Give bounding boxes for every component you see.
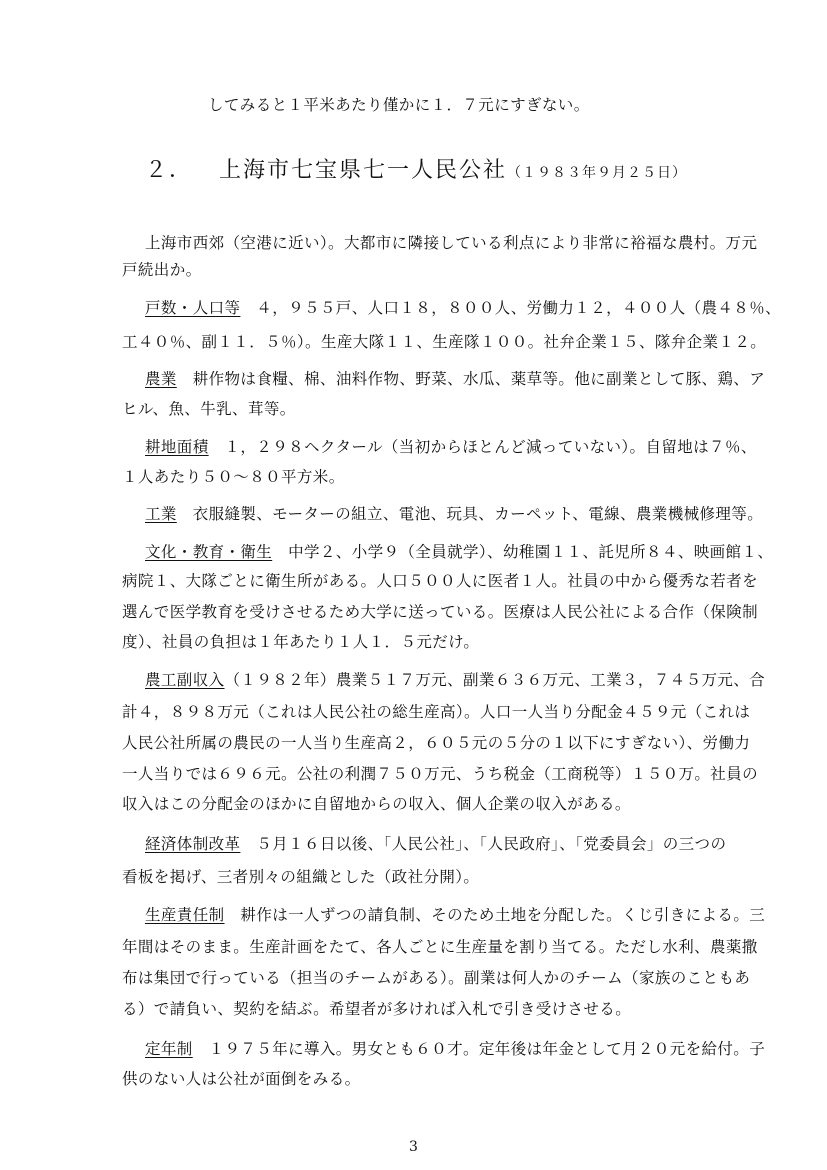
- body-line: [122, 466, 345, 488]
- line-text: 看板を掲げ、三者別々の組織とした（政社分開）。: [122, 868, 480, 886]
- line-text: 供のない人は公社が面倒をみる。: [122, 1070, 361, 1088]
- line-text: １，２９８ヘクタール（当初からほとんど減っていない）。自留地は７％、: [208, 438, 757, 456]
- line-text: 上海市西郊（空港に近い）。大都市に隣接している利点により非常に裕福な農村。万元: [145, 234, 758, 252]
- line-text: 選んで医学教育を受けさせるため大学に送っている。医療は人民公社による合作（保険制: [122, 603, 759, 621]
- body-line: [122, 763, 758, 785]
- body-line: [122, 866, 479, 888]
- body-line: [122, 570, 758, 592]
- body-line: [145, 503, 763, 525]
- section-date: （１９８３年９月２５日）: [507, 165, 688, 181]
- body-line: [145, 232, 757, 254]
- line-text: 耕作は一人ずつの請負制、そのため土地を分配した。くじ引きによる。三: [224, 906, 766, 924]
- body-line: [122, 967, 750, 989]
- line-text: 計４，８９８万元（これは人民公社の総生産高）。人口一人当り分配金４５９元（これは: [122, 703, 751, 721]
- line-text: 中学２、小学９（全員就学）、幼稚園１１、託児所８４、映画館１、: [272, 543, 774, 561]
- line-text: 年間はそのまま。生産計画をたて、各人ごとに生産量を割り当てる。ただし水利、農薬撒: [122, 938, 758, 956]
- line-text: １９７５年に導入。男女とも６０才。定年後は年金として月２０元を給付。子: [192, 1040, 766, 1058]
- section-number: ２．: [145, 158, 194, 183]
- body-line: [145, 297, 781, 319]
- topic-label: 農工副収入: [145, 671, 225, 689]
- section-heading: [145, 156, 687, 188]
- body-line: [122, 631, 479, 653]
- line-text: 収入はこの分配金のほかに自留地からの収入、個人企業の収入がある。: [122, 795, 631, 813]
- topic-label: 生産責任制: [145, 906, 225, 924]
- line-text: （１９８２年）農業５１７万元、副業６３６万元、工業３，７４５万元、合: [224, 671, 766, 689]
- topic-label: 経済体制改革: [145, 835, 241, 853]
- body-line: [145, 904, 765, 926]
- body-line: [145, 436, 757, 458]
- topic-label: 耕地面積: [145, 438, 209, 456]
- body-line: [122, 701, 750, 723]
- line-text: 布は集団で行っている（担当のチームがある）。副業は何人かのチーム（家族のこともあ: [122, 969, 751, 987]
- line-text: 病院１、大隊ごとに衛生所がある。人口５００人に医者１人。社員の中から優秀な若者を: [122, 572, 759, 590]
- body-line: [122, 601, 758, 623]
- page-number: 3: [409, 1139, 418, 1155]
- topic-label: 文化・教育・衛生: [145, 543, 273, 561]
- line-text: 一人当りでは６９６元。公社の利潤７５０万元、うち税金（工商税等）１５０万。社員の: [122, 765, 759, 783]
- line-text: 戸続出か。: [122, 261, 202, 279]
- topic-label: 戸数・人口等: [145, 299, 241, 317]
- section-title: 上海市七宝県七一人民公社: [219, 158, 508, 183]
- body-line: [122, 1068, 361, 1090]
- body-line: [122, 259, 202, 281]
- body-line: [145, 1038, 765, 1060]
- line-text: 衣服縫製、モーターの組立、電池、玩具、カーペット、電線、農業機械修理等。: [176, 505, 764, 523]
- line-text: ヒル、魚、牛乳、茸等。: [122, 400, 296, 418]
- line-text: 人民公社所属の農民の一人当り生産高２，６０５元の５分の１以下にすぎない）、労働力: [122, 734, 751, 752]
- topic-label: 定年制: [145, 1040, 193, 1058]
- line-text: 度）、社員の負担は１年あたり１人１．５元だけ。: [122, 633, 480, 651]
- body-line: [122, 936, 758, 958]
- line-text: １人あたり５０～８０平方米。: [122, 468, 345, 486]
- line-text: ５月１６日以後、「人民公社」、「人民政府」、「党委員会」の三つの: [240, 835, 727, 853]
- body-line: [122, 398, 296, 420]
- body-line: [145, 368, 765, 390]
- body-line: [122, 793, 631, 815]
- line-text: 耕作物は食糧、棉、油料作物、野菜、水瓜、薬草等。他に副業として豚、鶏、ア: [176, 370, 766, 388]
- body-line: [122, 732, 750, 754]
- topic-label: 工業: [145, 505, 177, 523]
- body-line: [122, 998, 631, 1020]
- body-line: [145, 669, 765, 691]
- body-line: [122, 331, 766, 353]
- line-text: る）で請負い、契約を結ぶ。希望者が多ければ入札で引き受けさせる。: [122, 1000, 632, 1018]
- line-text: ４，９５５戸、人口１８，８００人、労働力１２，４００人（農４８％、: [240, 299, 782, 317]
- body-line: [145, 833, 726, 855]
- line-text: 工４０％、副１１．５％）。生産大隊１１、生産隊１００。社弁企業１５、隊弁企業１２。: [122, 333, 767, 351]
- body-line: [145, 541, 773, 563]
- top-line: してみると１平米あたり僅かに１．７元にすぎない。: [208, 96, 590, 114]
- topic-label: 農業: [145, 370, 177, 388]
